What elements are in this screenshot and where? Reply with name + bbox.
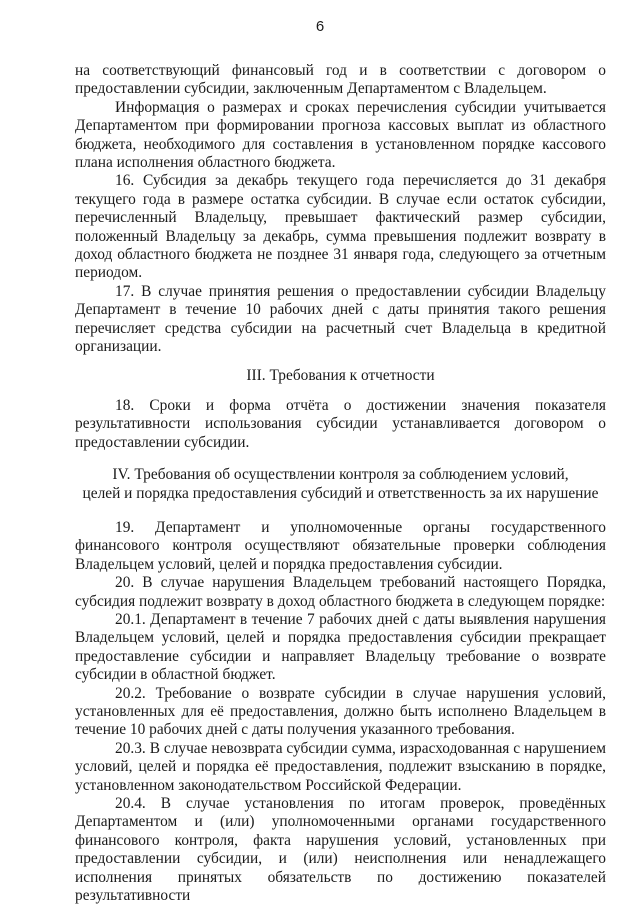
paragraph-19: 19. Департамент и уполномоченные органы государственного финансового контроля осуществляют обязательные проверки соблюдения Владельцем условий, целей и порядка предоставления субсидии. — [75, 518, 606, 573]
paragraph-17: 17. В случае принятия решения о предоставлении субсидии Владельцу Департамент в течение 10 рабочих дней с даты принятия такого решения перечисляет средства субсидии на расчетный счет Владельца в кредитной организации. — [75, 282, 606, 356]
section-heading-reporting: III. Требования к отчетности — [246, 366, 435, 384]
paragraph-20-1: 20.1. Департамент в течение 7 рабочих дней с даты выявления нарушения Владельцем условий, целей и порядка предоставления субсидии прекращает предоставление субсидии и направляет Владельцу требование о возврате субсидии в областной бюджет. — [75, 610, 606, 684]
paragraph-20-2: 20.2. Требование о возврате субсидии в случае нарушения условий, установленных для её предоставления, должно быть исполнено Владельцем в течение 10 рабочих дней с даты получения указанного требования. — [75, 684, 606, 739]
page-number: 6 — [315, 18, 325, 35]
section-heading-control — [75, 466, 606, 503]
paragraph-20: 20. В случае нарушения Владельцем требований настоящего Порядка, субсидия подлежит возврату в доход областного бюджета в следующем порядке: — [75, 574, 606, 610]
paragraph-20-4: 20.4. В случае установления по итогам проверок, проведённых Департаментом и (или) уполномоченными органами государственного финансового контроля, факта нарушения условий, установленных при предоставлении субсидии, и (или) неисполнения или ненадлежащего исполнения принятых обязательств по достижению показателей результативности — [75, 795, 606, 905]
paragraph-16: 16. Субсидия за декабрь текущего года перечисляется до 31 декабря текущего года в размере остатка субсидии. В случае если остаток субсидии, перечисленный Владельцу, превышает фактический размер субсидии, положенный Владельцу за декабрь, сумма превышения подлежит возврату в доход областного бюджета не позднее 31 января года, следующего за отчетным периодом. — [75, 172, 606, 282]
paragraph-continuation: на соответствующий финансовый год и в соответствии с договором о предоставлении субсидии, заключенным Департаментом с Владельцем. — [75, 62, 606, 98]
section-heading-control-line-1: IV. Требования об осуществлении контроля за соблюдением условий, — [112, 466, 569, 484]
paragraph-cash-plan-info: Информация о размерах и сроках перечисления субсидии учитывается Департаментом при формировании прогноза кассовых выплат из областного бюджета, необходимого для составления в установленном порядке кассового плана исполнения областного бюджета. — [75, 98, 606, 172]
paragraph-20-3: 20.3. В случае невозврата субсидии сумма, израсходованная с нарушением условий, целей и порядка её предоставления, подлежит взысканию в порядке, установленном законодательством Российской Федерации. — [75, 739, 606, 794]
document-body — [75, 62, 606, 905]
section-heading-control-line-2: целей и порядка предоставления субсидий и ответственность за их нарушение — [82, 484, 599, 502]
paragraph-18: 18. Сроки и форма отчёта о достижении значения показателя результативности использования субсидии устанавливается договором о предоставлении субсидии. — [75, 396, 606, 451]
